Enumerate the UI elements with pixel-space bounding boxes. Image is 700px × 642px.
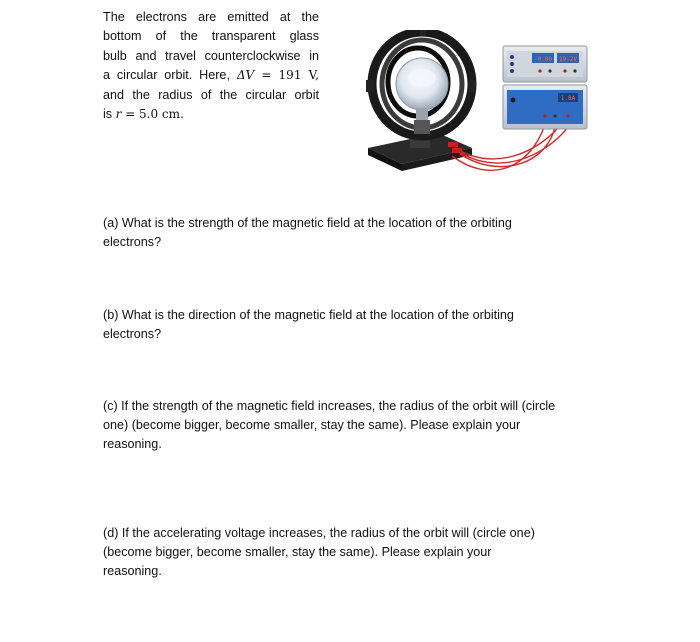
question-c	[103, 397, 603, 454]
intro-line-2: bottom of the transparent glass	[103, 29, 319, 44]
display-voltage-2: 19.2V	[558, 56, 578, 63]
question-b-line-1: (b) What is the direction of the magnetic field at the location of the orbiting	[103, 308, 514, 322]
display-current: 1.8A	[560, 95, 576, 102]
delta-v-value: = 191 V,	[254, 68, 319, 83]
intro-line-1: The electrons are emitted at the	[103, 10, 319, 24]
question-d-line-1: (d) If the accelerating voltage increases, the radius of the orbit will (circle one)	[103, 526, 535, 540]
intro-line-5: and the radius of the circular orbit	[103, 87, 319, 102]
question-d-line-3: reasoning.	[103, 564, 162, 578]
intro-line-4	[103, 66, 319, 85]
intro-line-6-prefix: is	[103, 107, 116, 122]
radius-symbol: r	[115, 107, 122, 122]
power-supply-bottom	[503, 85, 587, 129]
question-b-line-2: electrons?	[103, 327, 162, 341]
question-a-line-1: (a) What is the strength of the magnetic field at the location of the orbiting	[103, 216, 512, 230]
question-d	[103, 524, 603, 581]
apparatus-photo	[360, 30, 590, 185]
radius-value: = 5.0 cm.	[121, 107, 184, 122]
question-d-line-2: (become bigger, become smaller, stay the same). Please explain your	[103, 545, 492, 559]
intro-line-3: bulb and travel counterclockwise in	[103, 48, 319, 63]
question-c-line-1: (c) If the strength of the magnetic field increases, the radius of the orbit will (circle	[103, 399, 556, 413]
question-c-line-3: reasoning.	[103, 437, 162, 451]
display-voltage-1: -0.00	[533, 56, 553, 63]
question-a	[103, 214, 603, 252]
question-a-line-2: electrons?	[103, 235, 162, 249]
intro-line-4-text: a circular orbit. Here,	[103, 68, 230, 83]
delta-v-symbol: ΔV	[236, 68, 255, 83]
question-c-line-2: one) (become bigger, become smaller, stay the same). Please explain your	[103, 418, 521, 432]
question-b	[103, 306, 603, 344]
power-supply-top	[503, 46, 587, 82]
intro-line-6	[103, 105, 319, 124]
problem-intro	[103, 8, 319, 124]
